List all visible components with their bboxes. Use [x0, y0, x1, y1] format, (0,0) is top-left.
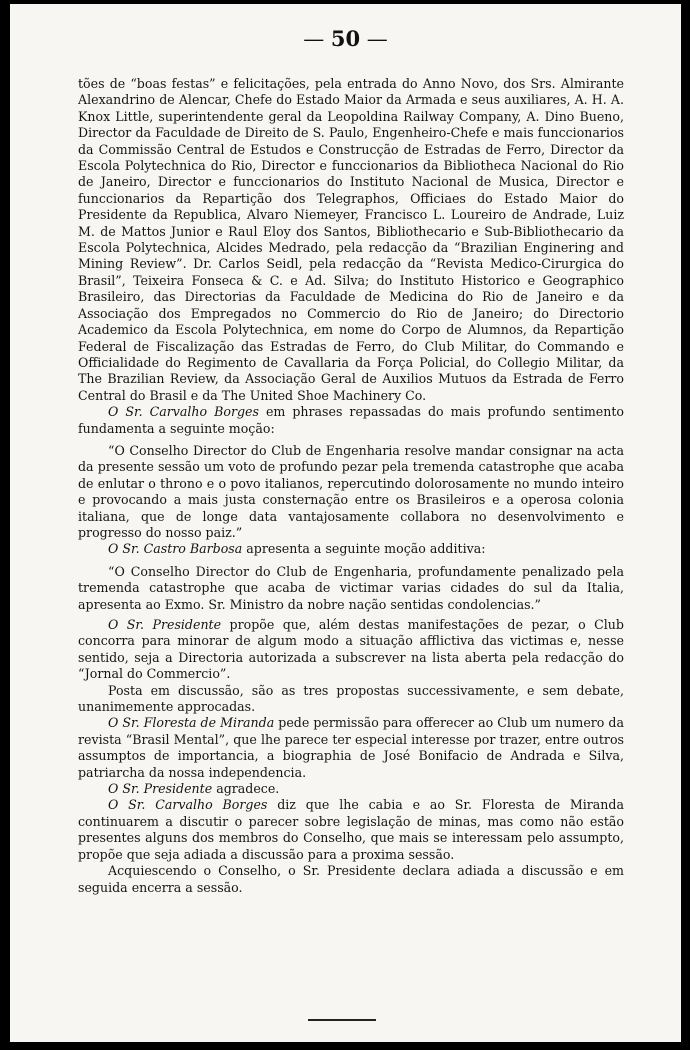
paragraph-text: diz que lhe cabia e ao Sr. Floresta de Miranda continuarem a discutir o parecer sobre legislação de minas, mas como não estão presentes alguns dos membros do Conselho, que mais se interessam pelo assumpto, propõe que seja adiada a discussão para a proxima sessão. — [78, 797, 624, 862]
paragraph-text: apresenta a seguinte moção additiva: — [242, 541, 486, 557]
paragraph-text: em phrases repassadas do mais profundo sentimento fundamenta a seguinte moção: — [78, 404, 624, 436]
paragraph-presidente-proposal — [78, 617, 624, 683]
body-text — [78, 76, 624, 896]
document-page — [10, 4, 681, 1042]
speaker-name: O Sr. Castro Barbosa — [108, 541, 243, 557]
speaker-name: O Sr. Floresta de Miranda — [108, 715, 275, 731]
paragraph-presidente-thanks — [78, 781, 624, 797]
paragraph-thanks-list: tões de “boas festas” e felicitações, pela entrada do Anno Novo, dos Srs. Almirante Alexandrino de Alencar, Chefe do Estado Maior da Armada e seus auxiliares, A. H. A. Knox Little, superintendente geral da Leopoldina Railway Company, A. Dino Bueno, Director da Faculdade de Direito de S. Paulo, Engenheiro-Chefe e mais funccionarios da Commissão Central de Estudos e Construcção de Estradas de Ferro, Director da Escola Polytechnica do Rio, Director e funccionarios da Bibliotheca Nacional do Rio de Janeiro, Director e funccionarios do Instituto Nacional de Musica, Director e funccionarios da Repartição dos Telegraphos, Officiaes do Estado Maior do Presidente da Republica, Alvaro Niemeyer, Francisco L. Loureiro de Andrade, Luiz M. de Mattos Junior e Raul Eloy dos Santos, Bibliothecario e Sub-Bibliothecario da Escola Polytechnica, Alcides Medrado, pela redacção da “Brazilian Enginering and Mining Review”. Dr. Carlos Seidl, pela redacção da “Revista Medico-Cirurgica do Brasil”, Teixeira Fonseca & C. e Ad. Silva; do Instituto Historico e Geographico Brasileiro, das Directorias da Faculdade de Medicina do Rio de Janeiro e da Associação dos Empregados no Commercio do Rio de Janeiro; do Directorio Academico da Escola Polytechnica, em nome do Corpo de Alumnos, da Repartição Federal de Fiscalização das Estradas de Ferro, do Club Militar, do Commando e Officialidade do Regimento de Cavallaria da Força Policial, do Collegio Militar, da The Brazilian Review, da Associação Geral de Auxilios Mutuos da Estrada de Ferro Central do Brasil e da The United Shoe Machinery Co. — [78, 76, 624, 403]
footer-rule — [308, 1019, 376, 1021]
speaker-name: O Sr. Carvalho Borges — [108, 404, 259, 420]
quote-additive-motion: “O Conselho Director do Club de Engenharia, profundamente penalizado pela tremenda catastrophe que acaba de victimar varias cidades do sul da Italia, apresenta ao Exmo. Sr. Ministro da nobre nação sentidas condolencias.” — [78, 563, 624, 612]
paragraph-vote-result: Posta em discussão, são as tres propostas successivamente, e sem debate, unanimemente approcadas. — [78, 682, 624, 715]
paragraph-carvalho-borges-postpone — [78, 797, 624, 863]
speaker-name: O Sr. Carvalho Borges — [108, 797, 268, 813]
paragraph-text: pede permissão para offerecer ao Club um numero da revista “Brasil Mental”, que lhe parece ter especial interesse por trazer, entre outros assumptos de importancia, a biographia de José Bonifacio de Andrada e Silva, patriarcha da nossa independencia. — [78, 715, 624, 780]
page-number: — 50 — — [303, 26, 388, 51]
paragraph-castro-barbosa — [78, 541, 624, 557]
paragraph-session-closed: Acquiescendo o Conselho, o Sr. Presidente declara adiada a discussão e em seguida encerra a sessão. — [78, 863, 624, 895]
paragraph-text: propõe que, além destas manifestações de pezar, o Club concorra para minorar de algum modo a situação afflictiva das victimas e, nesse sentido, seja a Directoria autorizada a subscrever na lista aberta pela redacção do “Jornal do Commercio”. — [78, 617, 624, 682]
speaker-name: O Sr. Presidente — [108, 617, 222, 632]
speaker-name: O Sr. Presidente — [108, 781, 213, 797]
paragraph-text: agradece. — [212, 781, 280, 797]
paragraph-floresta-de-miranda — [78, 715, 624, 781]
quote-motion-condolences: “O Conselho Director do Club de Engenharia resolve mandar consignar na acta da presente sessão um voto de profundo pezar pela tremenda catastrophe que acaba de enlutar o throno e o povo italianos, repercutindo dolorosamente no mundo inteiro e provocando a mais justa consternação entre os Brasileiros e a operosa colonia italiana, que de longe data vantajosamente collabora no desenvolvimento e progresso do nosso paiz.” — [78, 442, 624, 540]
paragraph-carvalho-borges-motion — [78, 404, 624, 437]
page-number-value: 50 — [330, 26, 361, 51]
